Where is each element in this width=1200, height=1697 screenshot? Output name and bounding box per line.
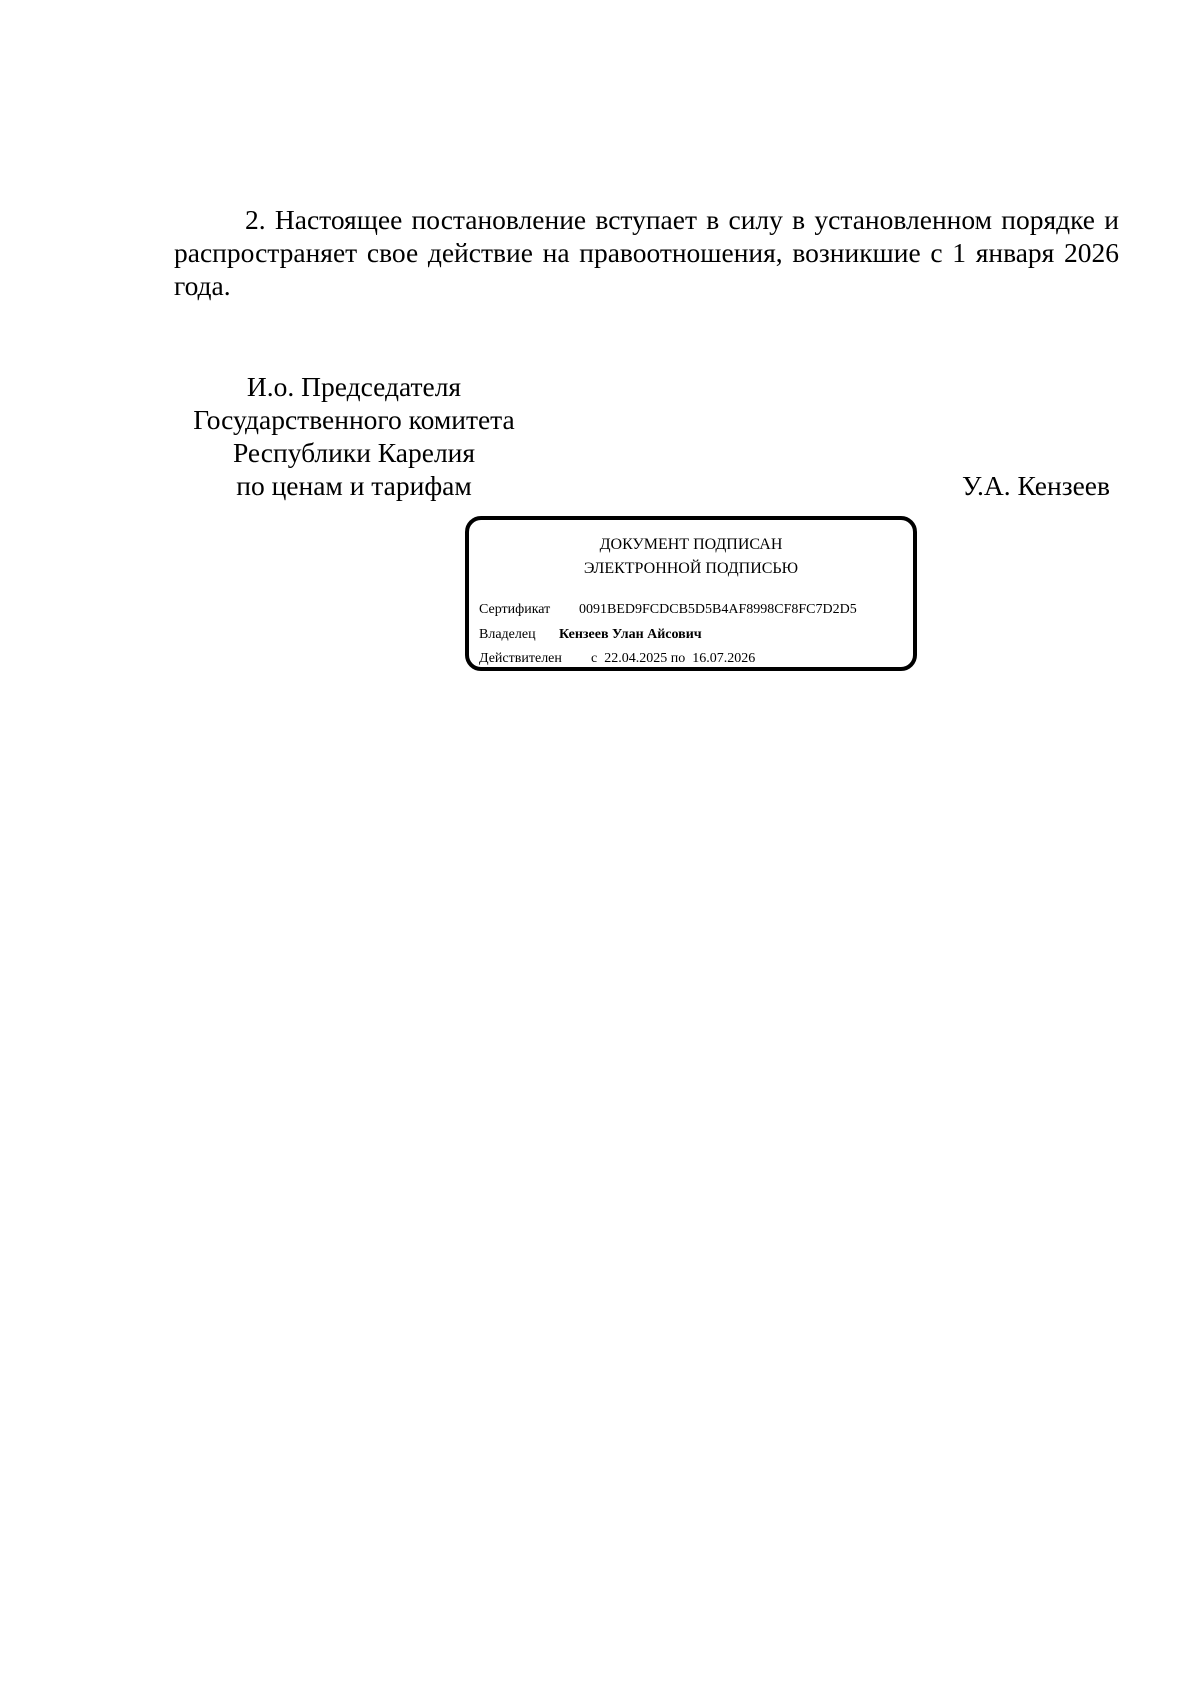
- certificate-label: Сертификат: [479, 602, 551, 617]
- stamp-title-line-1: ДОКУМЕНТ ПОДПИСАН: [599, 536, 783, 553]
- stamp-title-line-2: ЭЛЕКТРОННОЙ ПОДПИСЬЮ: [583, 560, 799, 577]
- valid-to-date: 16.07.2026: [692, 651, 756, 666]
- stamp-validity-row: [479, 650, 755, 668]
- position-line-1: И.о. Председателя: [246, 371, 462, 402]
- paragraph-text: 2. Настоящее постановление вступает в силу в установленном порядке и распространяет свое действие на правоотношения, возникшие с 1 января 2026 года.: [174, 204, 1119, 301]
- body-paragraph: [174, 203, 1119, 302]
- stamp-owner-row: [479, 626, 702, 644]
- valid-from-prefix: с: [591, 651, 598, 666]
- signatory-position: [184, 370, 524, 502]
- stamp-certificate-row: [479, 601, 857, 619]
- certificate-value: 0091BED9FCDCB5D5B4AF8998CF8FC7D2D5: [579, 602, 857, 617]
- signatory-name: У.А. Кензеев: [962, 470, 1110, 501]
- valid-label: Действителен: [479, 651, 562, 666]
- position-line-4: по ценам и тарифам: [236, 470, 472, 501]
- stamp-header: [469, 533, 913, 581]
- valid-from-date: 22.04.2025: [604, 651, 668, 666]
- valid-to-prefix: по: [670, 651, 686, 666]
- position-line-2: Государственного комитета: [193, 404, 515, 435]
- owner-value: Кензеев Улан Айсович: [559, 627, 702, 642]
- owner-label: Владелец: [479, 627, 536, 642]
- position-line-3: Республики Карелия: [232, 437, 476, 468]
- electronic-signature-stamp: [465, 516, 917, 671]
